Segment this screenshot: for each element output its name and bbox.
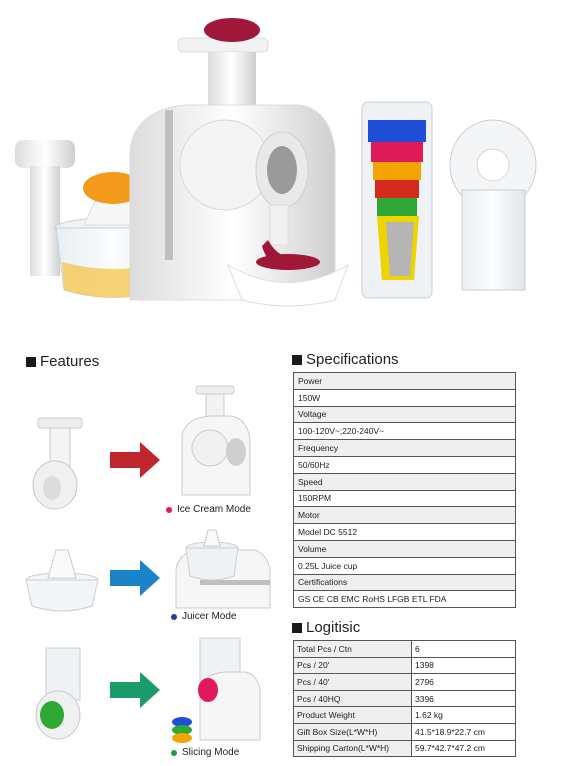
arrow-right-icon <box>110 672 160 708</box>
spec-label: Speed <box>294 473 516 490</box>
logistics-label: Total Pcs / Ctn <box>294 641 412 658</box>
spec-value: 100-120V~;220-240V~ <box>294 423 516 440</box>
logistics-value: 6 <box>412 641 516 658</box>
juicer-machine-small <box>176 530 270 608</box>
spec-label: Power <box>294 373 516 390</box>
features-heading <box>26 353 99 370</box>
table-row <box>294 641 516 658</box>
table-row <box>294 740 516 757</box>
slicing-mode-label <box>171 747 239 758</box>
logistics-label: Pcs / 40HQ <box>294 690 412 707</box>
ice-cream-mode-label <box>166 504 251 515</box>
spec-label: Frequency <box>294 440 516 457</box>
spec-value: 50/60Hz <box>294 456 516 473</box>
ice-cream-machine-small <box>182 386 250 495</box>
table-row <box>294 690 516 707</box>
logistics-value: 59.7*42.7*47.2 cm <box>412 740 516 757</box>
logistics-label: Pcs / 20' <box>294 657 412 674</box>
table-row <box>294 657 516 674</box>
logistics-value: 3396 <box>412 690 516 707</box>
bullet-dot-icon <box>166 507 172 513</box>
slicing-cones-container <box>362 102 432 298</box>
spec-value: GS CE CB EMC RoHS LFGB ETL FDA <box>294 591 516 608</box>
product-hero-image <box>0 0 562 330</box>
square-bullet-icon <box>292 623 302 633</box>
specifications-table <box>293 372 516 608</box>
table-row <box>294 707 516 724</box>
spec-label: Certifications <box>294 574 516 591</box>
arrow-right-icon <box>110 560 160 596</box>
logistics-value: 1.62 kg <box>412 707 516 724</box>
mode-label-text: Ice Cream Mode <box>177 504 251 515</box>
logistics-table <box>293 640 516 757</box>
logistics-value: 41.5*18.9*22.7 cm <box>412 723 516 740</box>
square-bullet-icon <box>26 357 36 367</box>
bullet-dot-icon <box>171 614 177 620</box>
spec-label: Motor <box>294 507 516 524</box>
arrow-right-icon <box>110 442 160 478</box>
logistics-value: 1398 <box>412 657 516 674</box>
specifications-heading <box>292 351 399 368</box>
feature-modes-illustration <box>0 370 290 765</box>
spec-value: 0.25L Juice cup <box>294 557 516 574</box>
mode-label-text: Slicing Mode <box>182 747 240 758</box>
spec-value: 150W <box>294 389 516 406</box>
table-row <box>294 723 516 740</box>
spec-value: Model DC 5512 <box>294 524 516 541</box>
slicer-chute <box>450 120 536 290</box>
logistics-label: Gift Box Size(L*W*H) <box>294 723 412 740</box>
ice-cream-attachment <box>33 418 82 509</box>
juicer-bowl-small <box>26 550 98 611</box>
spec-value: 150RPM <box>294 490 516 507</box>
spec-label: Voltage <box>294 406 516 423</box>
bullet-dot-icon <box>171 750 177 756</box>
ice-cream-machine <box>130 18 348 306</box>
slicer-attachment <box>36 648 80 739</box>
mode-label-text: Juicer Mode <box>182 611 237 622</box>
slicer-machine-small <box>172 638 260 743</box>
logistics-label: Product Weight <box>294 707 412 724</box>
logistics-label: Shipping Carton(L*W*H) <box>294 740 412 757</box>
square-bullet-icon <box>292 355 302 365</box>
logistics-title: Logitisic <box>306 619 361 636</box>
logistics-heading <box>292 619 360 636</box>
logistics-label: Pcs / 40' <box>294 674 412 691</box>
spec-label: Volume <box>294 540 516 557</box>
features-title: Features <box>40 353 100 370</box>
juicer-mode-label <box>171 611 236 622</box>
table-row <box>294 674 516 691</box>
berries-icon <box>204 18 260 42</box>
logistics-value: 2796 <box>412 674 516 691</box>
specifications-title: Specifications <box>306 351 399 368</box>
product-illustration <box>0 0 562 330</box>
